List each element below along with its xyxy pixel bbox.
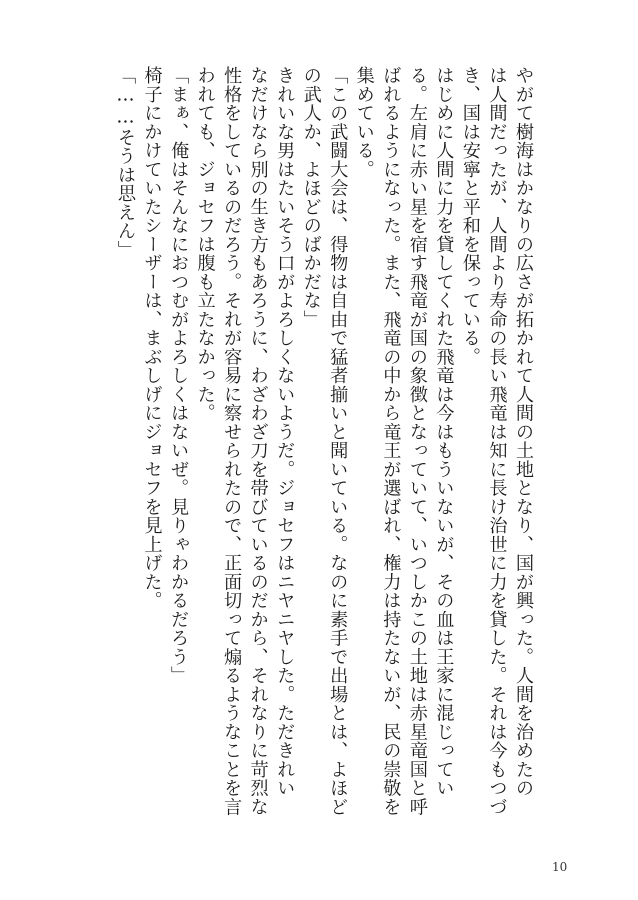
text-line: われても、ジョセフは腹も立たなかった。 xyxy=(194,66,216,423)
text-line: は人間だったが、人間より寿命の長い飛竜は知に長け治世に力を貸した。それは今もつづ xyxy=(486,66,508,816)
text-line: きれいな男はたいそう口がよろしくないようだ。ジョセフはニヤニヤした。ただきれい xyxy=(274,66,296,798)
text-line: 集めている。 xyxy=(353,66,375,179)
text-line: 性格をしているのだろう。それが容易に察せられたので、正面切って煽るようなことを言 xyxy=(221,66,243,816)
text-line: 「この武闘大会は、得物は自由で猛者揃いと聞いている。なのに素手で出場とは、よほど xyxy=(327,66,349,816)
text-line: の武人か、よほどのばかだな」 xyxy=(300,66,322,329)
text-line: 椅子にかけていたシーザーは、まぶしげにジョセフを見上げた。 xyxy=(141,66,163,610)
text-line: はじめに人間に力を貸してくれた飛竜は今はもういないが、その血は王家に混じってい xyxy=(433,66,455,798)
text-line: 「まぁ、俺はそんなにおつむがよろしくはないぜ。見りゃわかるだろう」 xyxy=(168,66,190,685)
text-line: き、国は安寧と平和を保っている。 xyxy=(459,66,481,366)
page-number: 10 xyxy=(552,860,568,874)
text-line: なだけなら別の生き方もあろうに、わざわざ刀を帯びているのだから、それなりに苛烈な xyxy=(247,66,269,816)
text-line: ばれるようになった。また、飛竜の中から竜王が選ばれ、権力は持たないが、民の崇敬を xyxy=(380,66,402,816)
text-line: る。左肩に赤い星を宿す飛竜が国の象徴となっていて、いつしかこの土地は赤星竜国と呼 xyxy=(406,66,428,816)
vertical-text-body xyxy=(112,66,532,826)
text-line: 「……そうは思えん」 xyxy=(115,66,136,260)
text-line: やがて樹海はかなりの広さが拓かれて人間の土地となり、国が興った。人間を治めたの xyxy=(512,66,534,798)
